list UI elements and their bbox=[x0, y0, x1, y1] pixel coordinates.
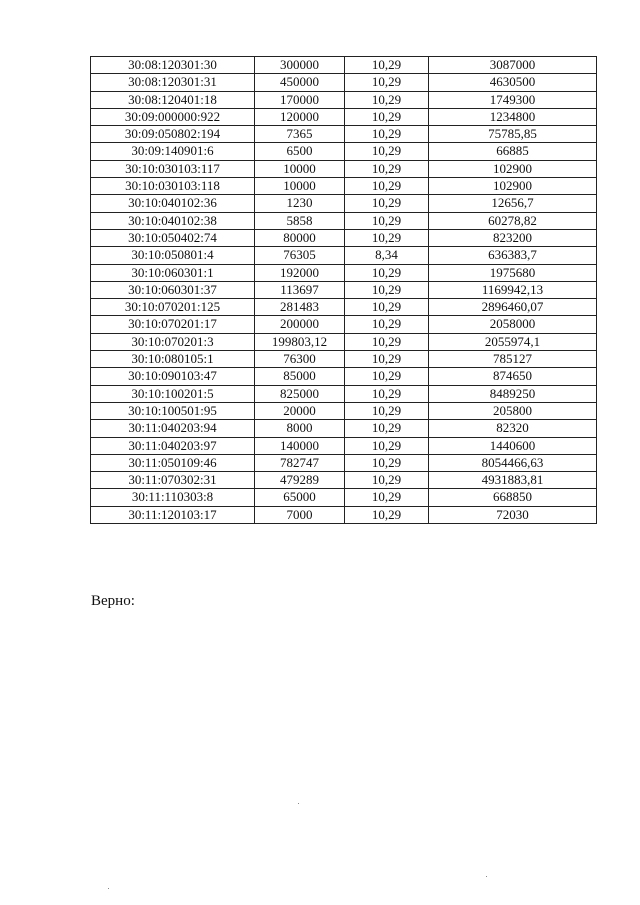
rate-cell: 10,29 bbox=[345, 126, 429, 143]
table-row bbox=[91, 74, 597, 91]
table-row bbox=[91, 454, 597, 471]
area-cell: 1230 bbox=[255, 195, 345, 212]
cadastral-number-cell: 30:11:110303:8 bbox=[91, 489, 255, 506]
cadastral-number-cell: 30:09:000000:922 bbox=[91, 108, 255, 125]
table-row bbox=[91, 91, 597, 108]
table-row bbox=[91, 299, 597, 316]
table-row bbox=[91, 351, 597, 368]
cadastral-number-cell: 30:10:050801:4 bbox=[91, 247, 255, 264]
area-cell: 192000 bbox=[255, 264, 345, 281]
value-cell: 4630500 bbox=[429, 74, 597, 91]
table-row bbox=[91, 402, 597, 419]
table-row bbox=[91, 57, 597, 74]
value-cell: 8489250 bbox=[429, 385, 597, 402]
cadastral-number-cell: 30:11:120103:17 bbox=[91, 506, 255, 523]
rate-cell: 10,29 bbox=[345, 195, 429, 212]
value-cell: 8054466,63 bbox=[429, 454, 597, 471]
value-cell: 1749300 bbox=[429, 91, 597, 108]
cadastral-number-cell: 30:08:120301:31 bbox=[91, 74, 255, 91]
rate-cell: 10,29 bbox=[345, 489, 429, 506]
cadastral-number-cell: 30:10:070201:17 bbox=[91, 316, 255, 333]
rate-cell: 10,29 bbox=[345, 91, 429, 108]
rate-cell: 10,29 bbox=[345, 402, 429, 419]
table-row bbox=[91, 229, 597, 246]
area-cell: 825000 bbox=[255, 385, 345, 402]
rate-cell: 10,29 bbox=[345, 368, 429, 385]
rate-cell: 8,34 bbox=[345, 247, 429, 264]
cadastral-number-cell: 30:11:050109:46 bbox=[91, 454, 255, 471]
cadastral-number-cell: 30:10:050402:74 bbox=[91, 229, 255, 246]
table-row bbox=[91, 316, 597, 333]
cadastral-number-cell: 30:11:040203:97 bbox=[91, 437, 255, 454]
value-cell: 1440600 bbox=[429, 437, 597, 454]
table-row bbox=[91, 160, 597, 177]
area-cell: 5858 bbox=[255, 212, 345, 229]
area-cell: 199803,12 bbox=[255, 333, 345, 350]
rate-cell: 10,29 bbox=[345, 143, 429, 160]
value-cell: 102900 bbox=[429, 160, 597, 177]
rate-cell: 10,29 bbox=[345, 437, 429, 454]
table-row bbox=[91, 281, 597, 298]
area-cell: 65000 bbox=[255, 489, 345, 506]
area-cell: 10000 bbox=[255, 160, 345, 177]
rate-cell: 10,29 bbox=[345, 74, 429, 91]
area-cell: 450000 bbox=[255, 74, 345, 91]
cadastral-number-cell: 30:10:030103:117 bbox=[91, 160, 255, 177]
table-row bbox=[91, 472, 597, 489]
area-cell: 140000 bbox=[255, 437, 345, 454]
rate-cell: 10,29 bbox=[345, 316, 429, 333]
value-cell: 82320 bbox=[429, 420, 597, 437]
value-cell: 72030 bbox=[429, 506, 597, 523]
value-cell: 785127 bbox=[429, 351, 597, 368]
cadastral-number-cell: 30:10:070201:125 bbox=[91, 299, 255, 316]
table-row bbox=[91, 437, 597, 454]
value-cell: 1975680 bbox=[429, 264, 597, 281]
table-row bbox=[91, 264, 597, 281]
area-cell: 300000 bbox=[255, 57, 345, 74]
table-row bbox=[91, 489, 597, 506]
cadastral-number-cell: 30:08:120301:30 bbox=[91, 57, 255, 74]
cadastral-number-cell: 30:10:040102:38 bbox=[91, 212, 255, 229]
value-cell: 75785,85 bbox=[429, 126, 597, 143]
rate-cell: 10,29 bbox=[345, 333, 429, 350]
value-cell: 3087000 bbox=[429, 57, 597, 74]
area-cell: 7000 bbox=[255, 506, 345, 523]
value-cell: 205800 bbox=[429, 402, 597, 419]
table-row bbox=[91, 212, 597, 229]
table-row bbox=[91, 247, 597, 264]
value-cell: 1169942,13 bbox=[429, 281, 597, 298]
scan-speck bbox=[298, 803, 299, 804]
cadastral-number-cell: 30:11:040203:94 bbox=[91, 420, 255, 437]
table-row bbox=[91, 333, 597, 350]
area-cell: 200000 bbox=[255, 316, 345, 333]
area-cell: 281483 bbox=[255, 299, 345, 316]
cadastral-number-cell: 30:09:140901:6 bbox=[91, 143, 255, 160]
value-cell: 668850 bbox=[429, 489, 597, 506]
value-cell: 823200 bbox=[429, 229, 597, 246]
rate-cell: 10,29 bbox=[345, 160, 429, 177]
area-cell: 7365 bbox=[255, 126, 345, 143]
table-row bbox=[91, 195, 597, 212]
table-row bbox=[91, 143, 597, 160]
area-cell: 170000 bbox=[255, 91, 345, 108]
cadastral-value-table bbox=[90, 56, 597, 524]
table-row bbox=[91, 506, 597, 523]
value-cell: 102900 bbox=[429, 178, 597, 195]
cadastral-number-cell: 30:10:060301:37 bbox=[91, 281, 255, 298]
cadastral-number-cell: 30:10:070201:3 bbox=[91, 333, 255, 350]
area-cell: 76300 bbox=[255, 351, 345, 368]
area-cell: 85000 bbox=[255, 368, 345, 385]
cadastral-number-cell: 30:10:040102:36 bbox=[91, 195, 255, 212]
rate-cell: 10,29 bbox=[345, 57, 429, 74]
area-cell: 8000 bbox=[255, 420, 345, 437]
table-row bbox=[91, 126, 597, 143]
cadastral-number-cell: 30:09:050802:194 bbox=[91, 126, 255, 143]
area-cell: 10000 bbox=[255, 178, 345, 195]
value-cell: 60278,82 bbox=[429, 212, 597, 229]
scan-speck bbox=[486, 876, 487, 877]
cadastral-number-cell: 30:11:070302:31 bbox=[91, 472, 255, 489]
rate-cell: 10,29 bbox=[345, 420, 429, 437]
rate-cell: 10,29 bbox=[345, 472, 429, 489]
rate-cell: 10,29 bbox=[345, 351, 429, 368]
area-cell: 113697 bbox=[255, 281, 345, 298]
rate-cell: 10,29 bbox=[345, 299, 429, 316]
rate-cell: 10,29 bbox=[345, 212, 429, 229]
rate-cell: 10,29 bbox=[345, 385, 429, 402]
table-row bbox=[91, 108, 597, 125]
table-row bbox=[91, 420, 597, 437]
value-cell: 1234800 bbox=[429, 108, 597, 125]
table-row bbox=[91, 178, 597, 195]
cadastral-number-cell: 30:10:100501:95 bbox=[91, 402, 255, 419]
rate-cell: 10,29 bbox=[345, 506, 429, 523]
rate-cell: 10,29 bbox=[345, 281, 429, 298]
value-cell: 4931883,81 bbox=[429, 472, 597, 489]
area-cell: 20000 bbox=[255, 402, 345, 419]
value-cell: 636383,7 bbox=[429, 247, 597, 264]
value-cell: 874650 bbox=[429, 368, 597, 385]
verified-label: Верно: bbox=[91, 593, 135, 609]
area-cell: 479289 bbox=[255, 472, 345, 489]
rate-cell: 10,29 bbox=[345, 454, 429, 471]
area-cell: 76305 bbox=[255, 247, 345, 264]
area-cell: 6500 bbox=[255, 143, 345, 160]
value-cell: 12656,7 bbox=[429, 195, 597, 212]
rate-cell: 10,29 bbox=[345, 264, 429, 281]
cadastral-number-cell: 30:10:100201:5 bbox=[91, 385, 255, 402]
cadastral-number-cell: 30:10:030103:118 bbox=[91, 178, 255, 195]
cadastral-number-cell: 30:08:120401:18 bbox=[91, 91, 255, 108]
area-cell: 782747 bbox=[255, 454, 345, 471]
value-cell: 66885 bbox=[429, 143, 597, 160]
table-row bbox=[91, 385, 597, 402]
scan-speck bbox=[108, 888, 109, 889]
area-cell: 80000 bbox=[255, 229, 345, 246]
cadastral-number-cell: 30:10:090103:47 bbox=[91, 368, 255, 385]
rate-cell: 10,29 bbox=[345, 229, 429, 246]
value-cell: 2055974,1 bbox=[429, 333, 597, 350]
rate-cell: 10,29 bbox=[345, 108, 429, 125]
table-row bbox=[91, 368, 597, 385]
value-cell: 2058000 bbox=[429, 316, 597, 333]
cadastral-number-cell: 30:10:080105:1 bbox=[91, 351, 255, 368]
cadastral-number-cell: 30:10:060301:1 bbox=[91, 264, 255, 281]
value-cell: 2896460,07 bbox=[429, 299, 597, 316]
rate-cell: 10,29 bbox=[345, 178, 429, 195]
table-body bbox=[91, 57, 597, 524]
area-cell: 120000 bbox=[255, 108, 345, 125]
